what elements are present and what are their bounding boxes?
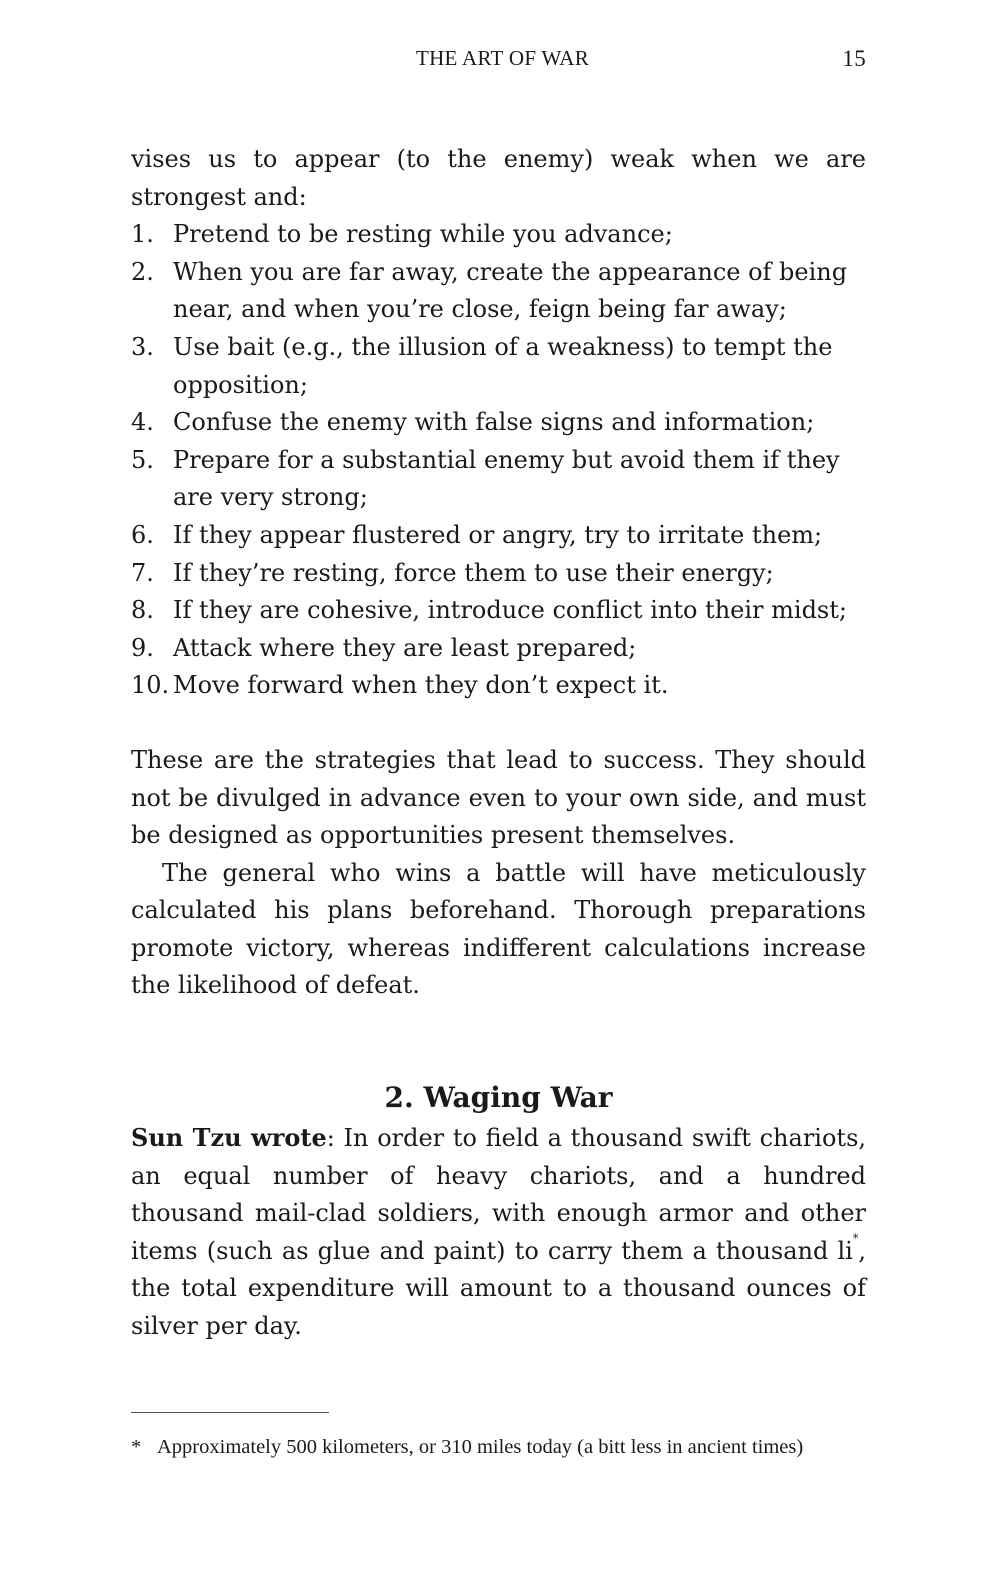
list-item (131, 442, 866, 517)
list-item-number: 1. (131, 220, 154, 249)
list-item-text: If they are cohesive, introduce conflict into their midst; (173, 596, 847, 625)
paragraph-gap (131, 705, 866, 742)
list-item (131, 254, 866, 329)
list-item-number: 6. (131, 520, 154, 549)
list-item-text: Prepare for a substantial enemy but avoid them if they are very strong; (173, 445, 840, 512)
list-item-number: 10. (131, 671, 170, 700)
list-item-text: When you are far away, create the appearance of being near, and when you’re close, feign being far away; (173, 257, 848, 324)
list-item-number: 8. (131, 596, 154, 625)
list-item-number: 2. (131, 257, 154, 286)
list-item-number: 5. (131, 445, 154, 474)
list-item (131, 555, 866, 593)
list-item-number: 7. (131, 558, 154, 587)
footnote-divider (131, 1412, 329, 1413)
list-item (131, 404, 866, 442)
list-item (131, 329, 866, 404)
footnote-text: Approximately 500 kilometers, or 310 miles today (a bitt less in ancient times) (157, 1436, 804, 1458)
list-item (131, 630, 866, 668)
intro-continuation: vises us to appear (to the enemy) weak when we are strongest and: (131, 145, 866, 211)
section-heading: 2. Waging War (384, 1081, 613, 1115)
footnote-reference[interactable]: * (852, 1231, 859, 1245)
list-item (131, 216, 866, 254)
page-number: 15 (842, 46, 866, 71)
footnote (131, 1434, 871, 1460)
list-item-text: Confuse the enemy with false signs and information; (173, 408, 815, 437)
list-item-text: Pretend to be resting while you advance; (173, 220, 673, 249)
list-item-text: If they’re resting, force them to use their energy; (173, 558, 774, 587)
paragraph-text: : In order to field a thousand swift chariots, an equal number of heavy chariots, and a hundred thousand mail-clad soldiers, with enough armor and other items (such as glue and paint) to carry them a thousand li (131, 1124, 867, 1265)
list-item (131, 667, 866, 705)
list-item-text: If they appear flustered or angry, try to irritate them; (173, 520, 823, 549)
paragraph-text-end: , the total expenditure will amount to a thousand ounces of silver per day. (131, 1236, 866, 1341)
lead-in: Sun Tzu wrote (131, 1123, 327, 1153)
general-paragraph: The general who wins a battle will have meticulously calculated his plans beforehand. Thorough preparations promote victory, whereas indifferent calculations increase the likelihood of defeat. (131, 858, 866, 1000)
list-item-number: 4. (131, 408, 154, 437)
strategies-paragraph: These are the strategies that lead to success. They should not be divulged in advance even to your own side, and must be designed as opportunities present themselves. (131, 745, 866, 850)
section-gap (131, 1005, 866, 1077)
list-item (131, 517, 866, 555)
running-header (0, 46, 1005, 74)
list-item-text: Use bait (e.g., the illusion of a weakness) to tempt the opposition; (173, 332, 833, 399)
list-item (131, 592, 866, 630)
list-item-number: 9. (131, 633, 154, 662)
list-item-text: Attack where they are least prepared; (173, 633, 637, 662)
page-body (131, 141, 866, 1346)
tactics-list (131, 216, 866, 705)
footnote-marker: * (131, 1436, 142, 1458)
running-title: THE ART OF WAR (415, 46, 590, 70)
list-item-text: Move forward when they don’t expect it. (173, 671, 669, 700)
list-item-number: 3. (131, 332, 154, 361)
waging-war-paragraph (131, 1119, 866, 1346)
